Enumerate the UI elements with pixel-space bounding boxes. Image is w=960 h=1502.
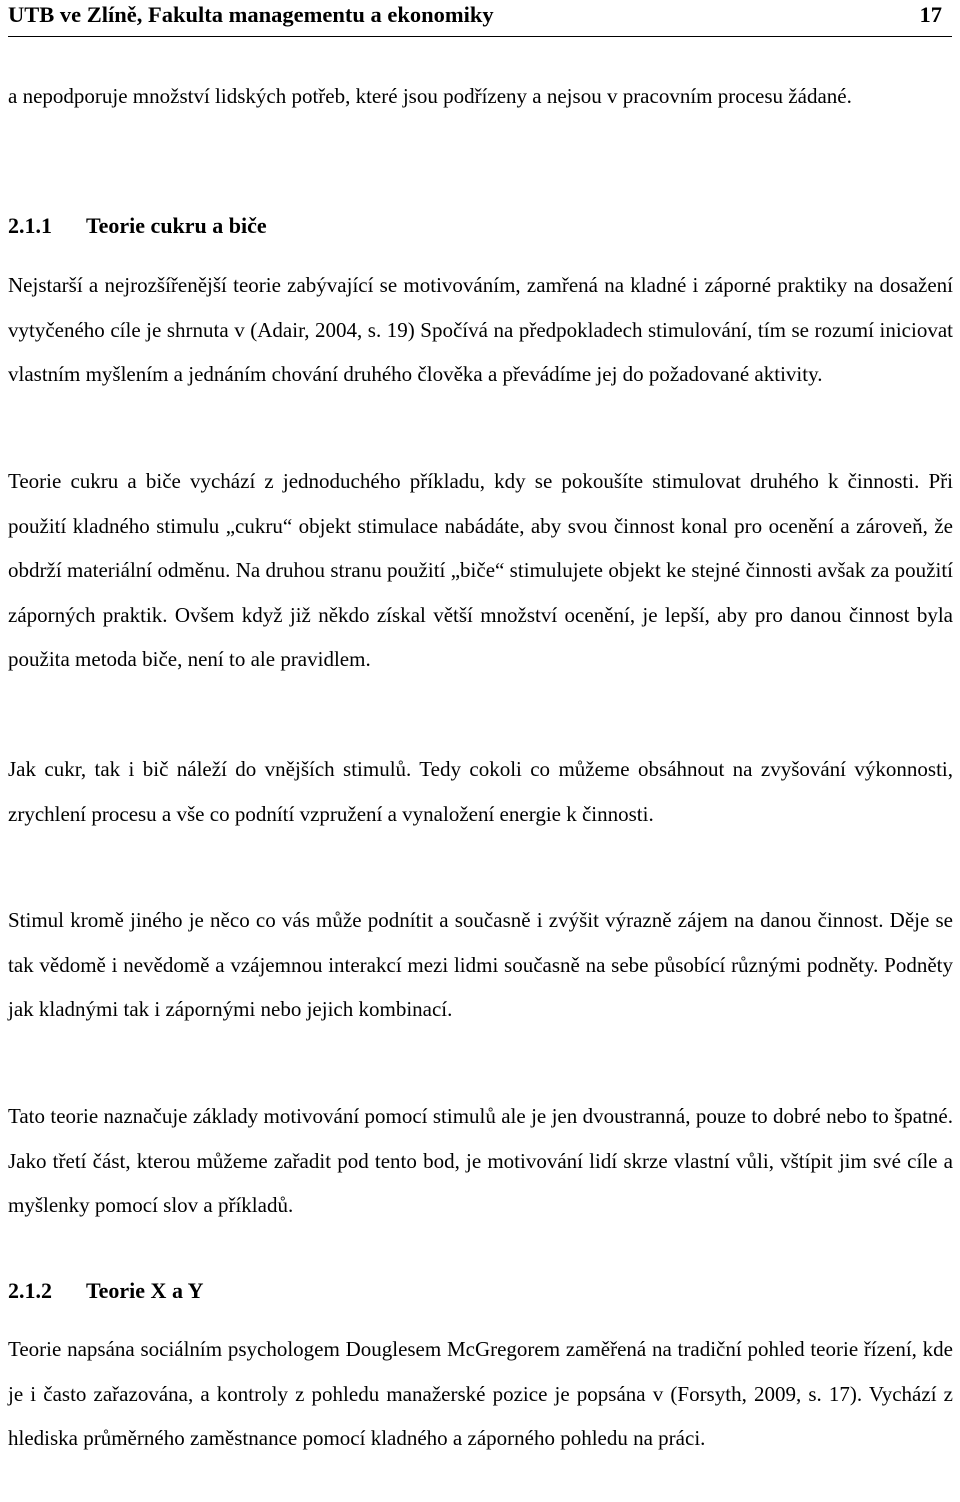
paragraph: Nejstarší a nejrozšířenější teorie zabývající se motivováním, zamřená na kladné i záporné praktiky na dosažení vytyčeného cíle je shrnuta v (Adair, 2004, s. 19) Spočívá na předpokladech stimulování, tím se rozumí iniciovat vlastním myšlením a jednáním chování druhého člověka a převádíme jej do požadované aktivity. bbox=[8, 273, 953, 386]
section-title: Teorie cukru a biče bbox=[86, 213, 267, 238]
paragraph: Teorie napsána sociálním psychologem Douglesem McGregorem zaměřená na tradiční pohled teorie řízení, kde je i často zařazována, a kontroly z pohledu manažerské pozice je popsána v (Forsyth, 2009, s. 17). Vychází z hlediska průměrného zaměstnance pomocí kladného a záporného pohledu na práci. bbox=[8, 1337, 953, 1450]
paragraph: Teorie cukru a biče vychází z jednoduchého příkladu, kdy se pokoušíte stimulovat druhého k činnosti. Při použití kladného stimulu „cukru“ objekt stimulace nabádáte, aby svou činnost konal pro ocenění a zároveň, že obdrží materiální odměnu. Na druhou stranu použití „biče“ stimulujete objekt ke stejné činnosti avšak za použití záporných praktik. Ovšem když již někdo získal větší množství ocenění, je lepší, aby pro danou činnost byla použita metoda biče, není to ale pravidlem. bbox=[8, 469, 953, 671]
section-heading bbox=[8, 211, 267, 241]
paragraph: Tato teorie naznačuje základy motivování pomocí stimulů ale je jen dvoustranná, pouze to dobré nebo to špatné. Jako třetí část, kterou můžeme zařadit pod tento bod, je motivování lidí skrze vlastní vůli, vštípit jim své cíle a myšlenky pomocí slov a příkladů. bbox=[8, 1104, 953, 1217]
page-number: 17 bbox=[919, 2, 942, 27]
paragraph: Stimul kromě jiného je něco co vás může podnítit a současně i zvýšit výrazně zájem na danou činnost. Děje se tak vědomě i nevědomě a vzájemnou interakcí mezi lidmi současně na sebe působící různými podněty. Podněty jak kladnými tak i zápornými nebo jejich kombinací. bbox=[8, 908, 953, 1021]
section-number: 2.1.1 bbox=[8, 213, 52, 238]
section-heading bbox=[8, 1276, 204, 1306]
section-title: Teorie X a Y bbox=[86, 1278, 204, 1303]
paragraph: Jak cukr, tak i bič náleží do vnějších stimulů. Tedy cokoli co můžeme obsáhnout na zvyšování výkonnosti, zrychlení procesu a vše co podnítí vzpružení a vynaložení energie k činnosti. bbox=[8, 757, 953, 826]
page-header bbox=[8, 0, 952, 37]
header-title: UTB ve Zlíně, Fakulta managementu a ekonomiky bbox=[8, 2, 494, 27]
section-number: 2.1.2 bbox=[8, 1278, 52, 1303]
paragraph: a nepodporuje množství lidských potřeb, které jsou podřízeny a nejsou v pracovním procesu žádané. bbox=[8, 84, 852, 108]
